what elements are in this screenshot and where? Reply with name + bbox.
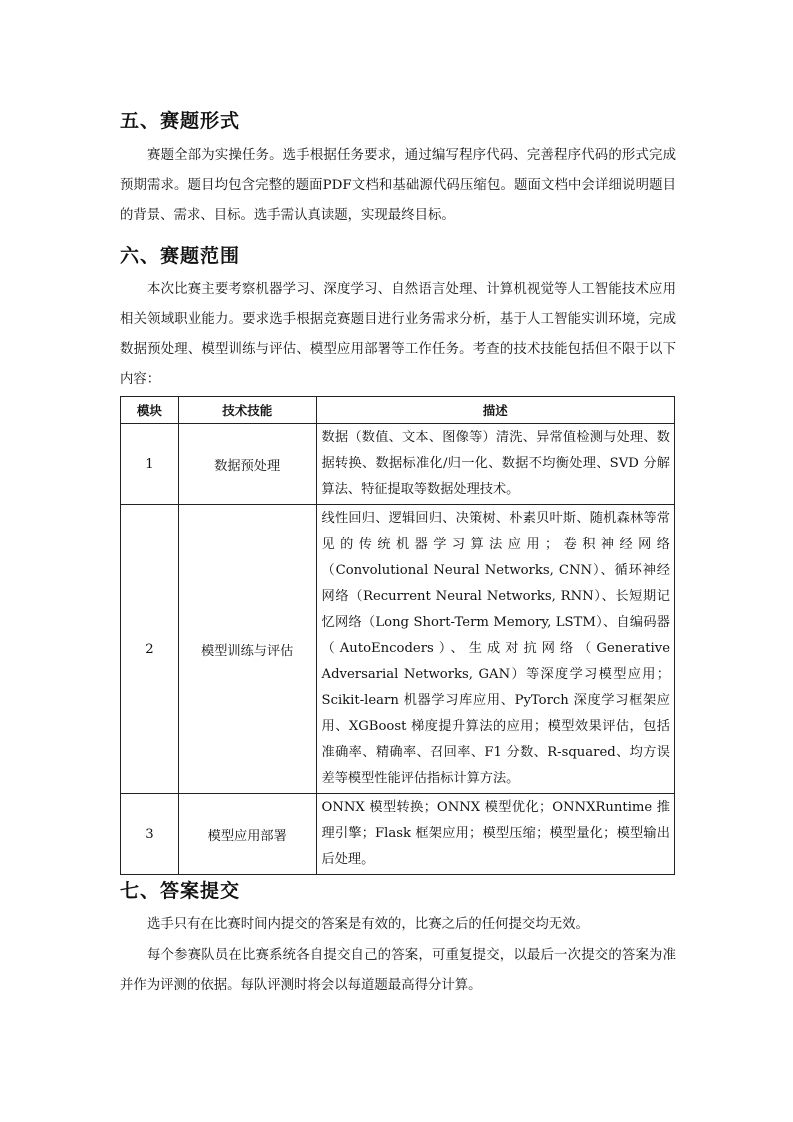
skills-table	[120, 396, 675, 875]
row-skill: 模型训练与评估	[178, 505, 316, 794]
row-description: 数据（数值、文本、图像等）清洗、异常值检测与处理、数据转换、数据标准化/归一化、数据不均衡处理、SVD 分解算法、特征提取等数据处理技术。	[316, 424, 674, 505]
row-module: 1	[121, 424, 179, 505]
header-description: 描述	[316, 397, 674, 424]
section-5-heading: 五、赛题形式	[120, 110, 241, 132]
row-skill: 数据预处理	[178, 424, 316, 505]
row-skill: 模型应用部署	[178, 794, 316, 875]
header-module: 模块	[121, 397, 179, 424]
table-row	[121, 505, 675, 794]
section-6-heading: 六、赛题范围	[120, 245, 241, 267]
section-7-paragraph-2: 每个参赛队员在比赛系统各自提交自己的答案，可重复提交，以最后一次提交的答案为准并作为评测的依据。每队评测时将会以每道题最高得分计算。	[120, 948, 676, 993]
row-module: 2	[121, 505, 179, 794]
table-row	[121, 794, 675, 875]
table-header-row	[121, 397, 675, 424]
section-7-heading: 七、答案提交	[120, 880, 241, 902]
section-6-paragraph: 本次比赛主要考察机器学习、深度学习、自然语言处理、计算机视觉等人工智能技术应用相关领域职业能力。要求选手根据竞赛题目进行业务需求分析，基于人工智能实训环境，完成数据预处理、模型训练与评估、模型应用部署等工作任务。考查的技术技能包括但不限于以下内容：	[120, 282, 676, 387]
header-skill: 技术技能	[178, 397, 316, 424]
row-description: ONNX 模型转换；ONNX 模型优化；ONNXRuntime 推理引擎；Flask 框架应用；模型压缩；模型量化；模型输出后处理。	[316, 794, 674, 875]
section-7-paragraph-1: 选手只有在比赛时间内提交的答案是有效的，比赛之后的任何提交均无效。	[147, 917, 589, 932]
table-row	[121, 424, 675, 505]
row-module: 3	[121, 794, 179, 875]
section-5-paragraph: 赛题全部为实操任务。选手根据任务要求，通过编写程序代码、完善程序代码的形式完成预期需求。题目均包含完整的题面PDF文档和基础源代码压缩包。题面文档中会详细说明题目的背景、需求、目标。选手需认真读题，实现最终目标。	[120, 148, 676, 223]
row-description: 线性回归、逻辑回归、决策树、朴素贝叶斯、随机森林等常见的传统机器学习算法应用；卷积神经网络（Convolutional Neural Networks, CNN）、循环神经网络（Recurrent Neural Networks, RNN）、长短期记忆网络（Long Short-Term Memory, LSTM）、自编码器（AutoEncoders）、生成对抗网络（Generative Adversarial Networks, GAN）等深度学习模型应用；Scikit-learn 机器学习库应用、PyTorch 深度学习框架应用、XGBoost 梯度提升算法的应用；模型效果评估，包括准确率、精确率、召回率、F1 分数、R-squared、均方误差等模型性能评估指标计算方法。	[316, 505, 674, 794]
